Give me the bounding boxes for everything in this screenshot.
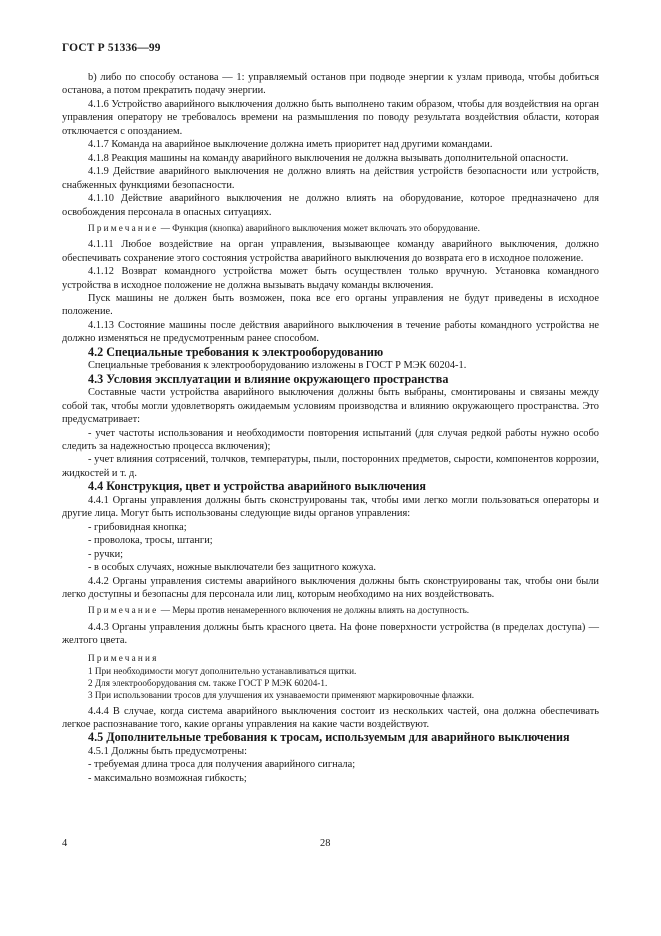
list-item: - грибовидная кнопка; bbox=[88, 521, 187, 533]
note-label: Примечание bbox=[88, 605, 159, 616]
paragraph: - учет влияния сотрясений, толчков, температуры, пыли, посторонних предметов, сырости, компонентов коррозии, жидкостей и т. д. bbox=[62, 454, 599, 479]
document-body bbox=[62, 71, 599, 785]
paragraph: 4.1.8 Реакция машины на команду аварийного выключения не должна вызывать дополнительной опасности. bbox=[88, 152, 569, 164]
section-heading: 4.2 Специальные требования к электрооборудованию bbox=[88, 344, 384, 359]
paragraph: 4.1.7 Команда на аварийное выключение должна иметь приоритет над другими командами. bbox=[88, 139, 493, 151]
paragraph: Составные части устройства аварийного выключения должны быть выбраны, смонтированы и связаны между собой так, чтобы могли удовлетворять ожидаемым условиям производства и влиянию окружающего пространства. Это предусматривает: bbox=[62, 387, 599, 426]
note-item: 3 При использовании тросов для улучшения их узнаваемости применяют маркировочные флажки. bbox=[88, 689, 475, 700]
paragraph: - учет частоты использования и необходимости повторения испытаний (для случая редкой работы нужно особо следить за надежностью процесса включения); bbox=[62, 427, 599, 452]
footer-left-number: 4 bbox=[62, 838, 68, 849]
note-label: Примечание bbox=[88, 222, 159, 233]
paragraph: 4.4.1 Органы управления должны быть сконструированы так, чтобы ими легко могли пользоваться операторы и другие лица. Могут быть использованы следующие виды органов управления: bbox=[62, 494, 599, 520]
paragraph: Специальные требования к электрооборудованию изложены в ГОСТ Р МЭК 60204-1. bbox=[88, 360, 467, 372]
paragraph: 4.4.4 В случае, когда система аварийного выключения состоит из нескольких частей, она должна обеспечивать легкое распознавание того, какие органы управления на какие части воздействуют. bbox=[62, 705, 599, 730]
paragraph: Пуск машины не должен быть возможен, пока все его органы управления не будут приведены в исходное положение. bbox=[62, 293, 599, 318]
list-item: - требуемая длина троса для получения аварийного сигнала; bbox=[88, 759, 356, 771]
list-item: - в особых случаях, ножные выключатели без защитного кожуха. bbox=[88, 562, 376, 574]
notes-title: Примечания bbox=[88, 652, 159, 663]
note bbox=[62, 604, 599, 616]
document-header: ГОСТ Р 51336—99 bbox=[62, 42, 161, 54]
paragraph: 4.4.2 Органы управления системы аварийного выключения должны быть сконструированы так, чтобы они были легко доступны и безопасны для персонала или лиц, которым необходимо на них воздействовать. bbox=[62, 575, 599, 600]
paragraph: 4.1.12 Возврат командного устройства может быть осуществлен только вручную. Установка командного устройства в исходное положение не должна вызывать выдачу команды включения. bbox=[62, 266, 599, 291]
paragraph: 4.5.1 Должны быть предусмотрены: bbox=[88, 745, 248, 757]
paragraph: 4.1.10 Действие аварийного выключения не должно влиять на оборудование, которое предназначено для освобождения персонала в опасных ситуациях. bbox=[62, 193, 599, 218]
paragraph: b) либо по способу останова — 1: управляемый останов при подводе энергии к узлам привода, чтобы добиться останова, а потом прекратить подачу энергии. bbox=[62, 72, 599, 97]
section-heading: 4.3 Условия эксплуатации и влияние окружающего пространства bbox=[88, 371, 449, 386]
section-heading: 4.4 Конструкция, цвет и устройства аварийного выключения bbox=[88, 479, 426, 494]
paragraph: 4.1.9 Действие аварийного выключения не должно влиять на действия устройств безопасности или устройств, снабженных функциями безопасности. bbox=[62, 166, 599, 191]
paragraph: 4.1.11 Любое воздействие на орган управления, вызывающее команду аварийного выключения, должно обеспечивать сохранение этого состояния устройства аварийного выключения до возврата его в исходное положение. bbox=[62, 239, 599, 264]
note-item: 2 Для электрооборудования см. также ГОСТ Р МЭК 60204-1. bbox=[88, 677, 328, 688]
section-heading: 4.5 Дополнительные требования к тросам, используемым для аварийного выключения bbox=[88, 730, 570, 745]
list-item: - ручки; bbox=[88, 548, 124, 560]
list-item: - проволока, тросы, штанги; bbox=[88, 535, 213, 547]
list-item: - максимально возможная гибкость; bbox=[88, 772, 247, 784]
note-text: — Функция (кнопка) аварийного выключения может включать это оборудование. bbox=[158, 222, 480, 233]
note-text: — Меры против ненамеренного включения не должны влиять на доступность. bbox=[158, 605, 470, 616]
paragraph: 4.1.13 Состояние машины после действия аварийного выключения в течение работы командного устройства не должно изменяться не предусмотренным ранее способом. bbox=[62, 319, 599, 345]
paragraph: 4.1.6 Устройство аварийного выключения должно быть выполнено таким образом, чтобы для воздействия на орган управления оператору не требовалось времени на размышления по поводу результата воздействия области, которая отключается с опозданием. bbox=[62, 98, 599, 137]
note bbox=[62, 222, 599, 234]
note-item: 1 При необходимости могут дополнительно устанавливаться щитки. bbox=[88, 665, 357, 676]
paragraph: 4.4.3 Органы управления должны быть красного цвета. На фоне поверхности устройства (в пределах доступа) — желтого цвета. bbox=[62, 621, 599, 647]
footer-page-number: 28 bbox=[320, 838, 331, 849]
